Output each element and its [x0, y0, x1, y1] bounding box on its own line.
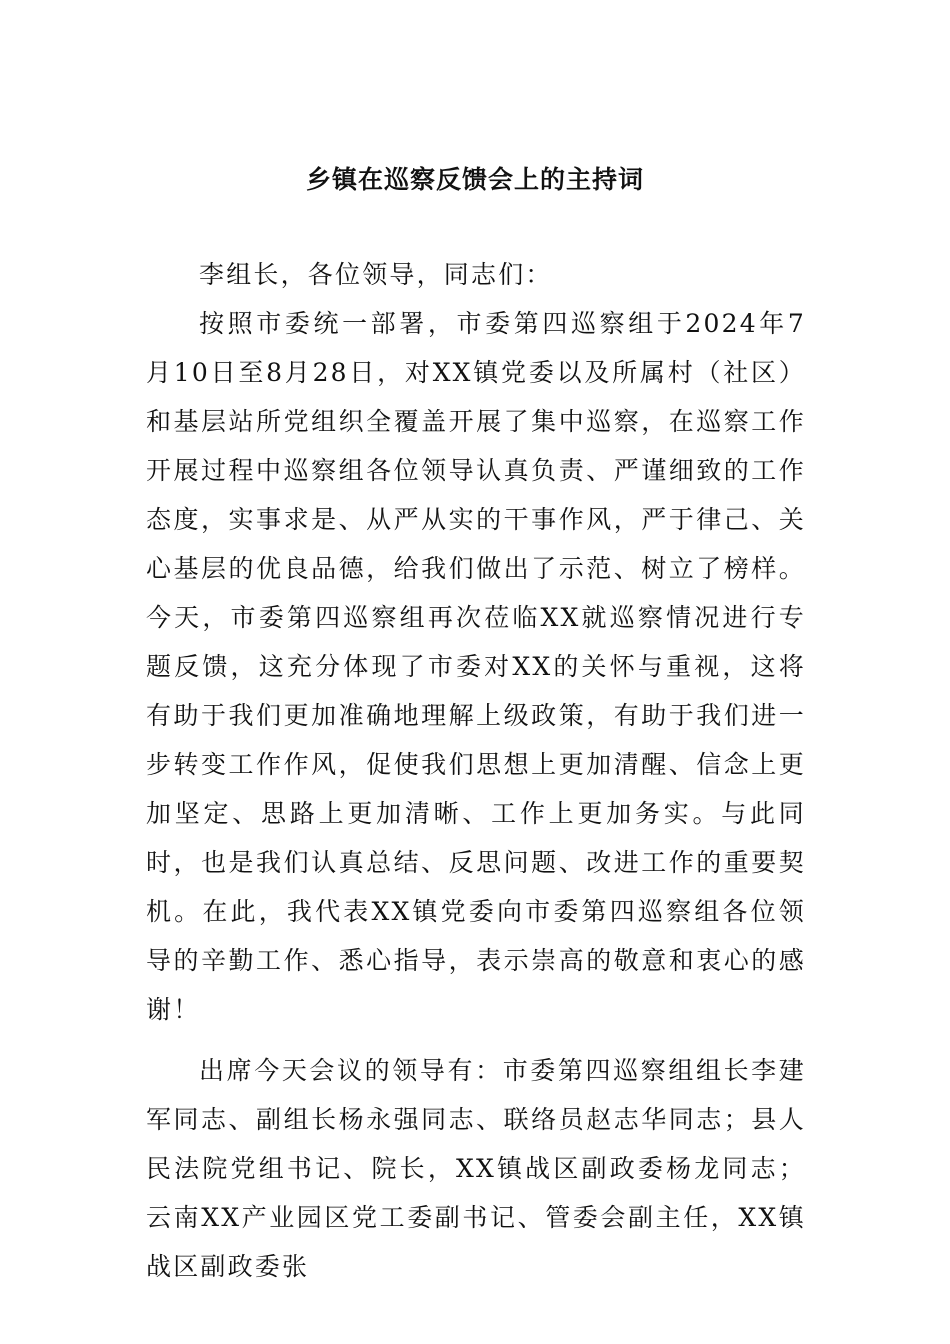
document-body — [146, 250, 806, 1303]
salutation-paragraph: 李组长，各位领导，同志们： — [199, 260, 553, 289]
body-paragraph-1: 按照市委统一部署，市委第四巡察组于2024年7月10日至8月28日，对XX镇党委以及所属村（社区）和基层站所党组织全覆盖开展了集中巡察，在巡察工作开展过程中巡察组各位领导认真负责、严谨细致的工作态度，实事求是、从严从实的干事作风，严于律己、关心基层的优良品德，给我们做出了示范、树立了榜样。今天，市委第四巡察组再次莅临XX就巡察情况进行专题反馈，这充分体现了市委对XX的关怀与重视，这将有助于我们更加准确地理解上级政策，有助于我们进一步转变工作作风，促使我们思想上更加清醒、信念上更加坚定、思路上更加清晰、工作上更加务实。与此同时，也是我们认真总结、反思问题、改进工作的重要契机。在此，我代表XX镇党委向市委第四巡察组各位领导的辛勤工作、悉心指导，表示崇高的敬意和衷心的感谢！ — [146, 309, 806, 1024]
body-paragraph-2: 出席今天会议的领导有：市委第四巡察组组长李建军同志、副组长杨永强同志、联络员赵志华同志；县人民法院党组书记、院长，XX镇战区副政委杨龙同志；云南XX产业园区党工委副书记、管委会副主任，XX镇战区副政委张 — [146, 1056, 806, 1281]
document-title: 乡镇在巡察反馈会上的主持词 — [305, 165, 644, 194]
